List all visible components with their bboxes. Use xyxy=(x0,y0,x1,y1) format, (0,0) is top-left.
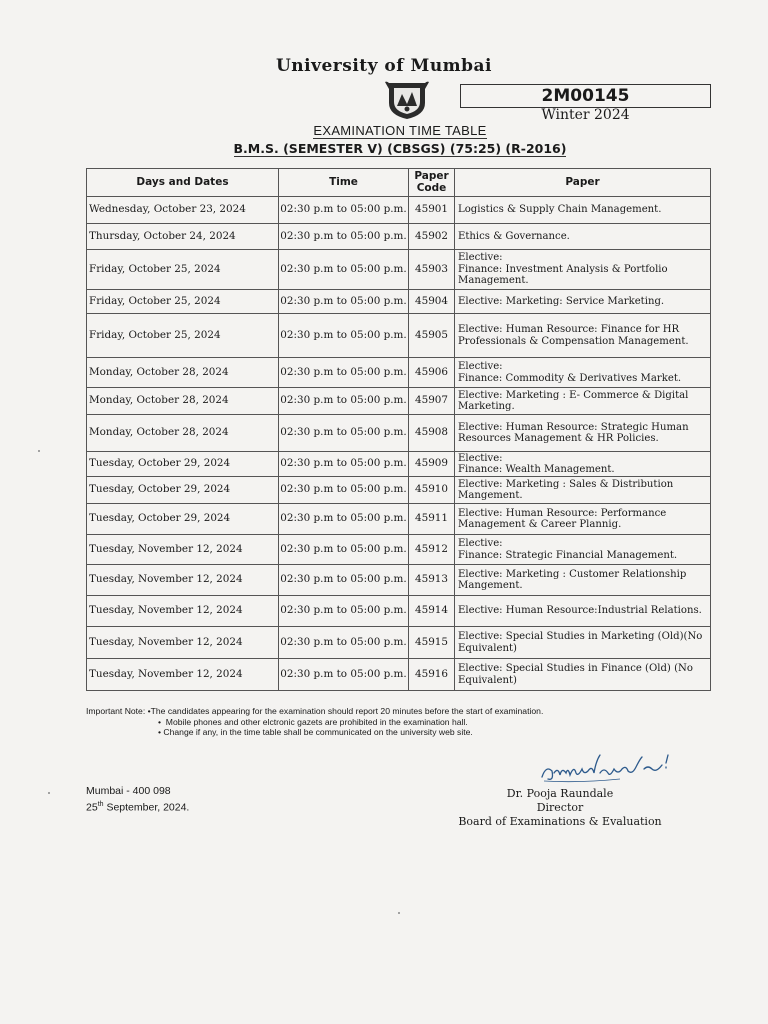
paper-name-cell: Elective: Human Resource:Industrial Relations. xyxy=(455,596,711,627)
date-cell: Friday, October 25, 2024 xyxy=(87,250,279,290)
important-notes xyxy=(86,706,686,738)
time-cell: 02:30 p.m to 05:00 p.m. xyxy=(279,565,409,596)
note-line-1: Important Note: •The candidates appearing for the examination should report 20 minutes before the start of examination. xyxy=(86,706,544,716)
time-cell: 02:30 p.m to 05:00 p.m. xyxy=(279,659,409,691)
table-header-row xyxy=(87,169,711,197)
date-cell: Tuesday, November 12, 2024 xyxy=(87,659,279,691)
time-cell: 02:30 p.m to 05:00 p.m. xyxy=(279,415,409,452)
time-cell: 02:30 p.m to 05:00 p.m. xyxy=(279,535,409,565)
table-row xyxy=(87,388,711,415)
note-item: Mobile phones and other elctronic gazets are prohibited in the examination hall. xyxy=(165,716,468,727)
paper-name-cell: Elective: Human Resource: Strategic Human Resources Management & HR Policies. xyxy=(455,415,711,452)
time-cell: 02:30 p.m to 05:00 p.m. xyxy=(279,250,409,290)
paper-code-cell: 45903 xyxy=(409,250,455,290)
table-row xyxy=(87,477,711,504)
time-cell: 02:30 p.m to 05:00 p.m. xyxy=(279,224,409,250)
paper-code-cell: 45913 xyxy=(409,565,455,596)
date-cell: Tuesday, November 12, 2024 xyxy=(87,596,279,627)
date-cell: Monday, October 28, 2024 xyxy=(87,358,279,388)
paper-name-cell: Elective: Special Studies in Marketing (Old)(No Equivalent) xyxy=(455,627,711,659)
time-cell: 02:30 p.m to 05:00 p.m. xyxy=(279,388,409,415)
paper-code-cell: 45912 xyxy=(409,535,455,565)
table-row xyxy=(87,535,711,565)
table-row xyxy=(87,504,711,535)
time-cell: 02:30 p.m to 05:00 p.m. xyxy=(279,627,409,659)
col-header-paper: Paper xyxy=(455,169,711,197)
time-cell: 02:30 p.m to 05:00 p.m. xyxy=(279,452,409,477)
date-cell: Tuesday, November 12, 2024 xyxy=(87,565,279,596)
date-cell: Friday, October 25, 2024 xyxy=(87,314,279,358)
paper-code-cell: 45901 xyxy=(409,197,455,224)
time-cell: 02:30 p.m to 05:00 p.m. xyxy=(279,290,409,314)
exam-code-box: 2M00145 xyxy=(460,84,711,108)
paper-name-cell: Elective: Finance: Commodity & Derivatives Market. xyxy=(455,358,711,388)
time-cell: 02:30 p.m to 05:00 p.m. xyxy=(279,358,409,388)
paper-name-cell: Elective: Finance: Strategic Financial Management. xyxy=(455,535,711,565)
scan-speck xyxy=(398,912,400,914)
issue-date-suffix: th xyxy=(97,801,104,808)
paper-code-cell: 45905 xyxy=(409,314,455,358)
paper-code-cell: 45902 xyxy=(409,224,455,250)
table-row xyxy=(87,452,711,477)
table-row xyxy=(87,197,711,224)
time-cell: 02:30 p.m to 05:00 p.m. xyxy=(279,504,409,535)
note-item: The candidates appearing for the examination should report 20 minutes before the start of examination. xyxy=(150,706,544,716)
paper-name-cell: Elective: Marketing : Sales & Distribution Mangement. xyxy=(455,477,711,504)
paper-code-cell: 45915 xyxy=(409,627,455,659)
date-cell: Tuesday, October 29, 2024 xyxy=(87,504,279,535)
date-cell: Wednesday, October 23, 2024 xyxy=(87,197,279,224)
paper-code-cell: 45916 xyxy=(409,659,455,691)
table-row xyxy=(87,415,711,452)
col-header-time: Time xyxy=(279,169,409,197)
scan-speck xyxy=(38,450,40,452)
date-cell: Tuesday, October 29, 2024 xyxy=(87,452,279,477)
time-cell: 02:30 p.m to 05:00 p.m. xyxy=(279,596,409,627)
table-row xyxy=(87,659,711,691)
paper-name-cell: Elective: Marketing : Customer Relationship Mangement. xyxy=(455,565,711,596)
issue-date-rest: September, 2024. xyxy=(103,801,190,814)
table-row xyxy=(87,565,711,596)
exam-session: Winter 2024 xyxy=(541,107,630,123)
exam-title-text: EXAMINATION TIME TABLE xyxy=(313,123,487,138)
date-cell: Friday, October 25, 2024 xyxy=(87,290,279,314)
scan-speck xyxy=(48,792,50,794)
paper-code-cell: 45911 xyxy=(409,504,455,535)
time-table xyxy=(86,168,711,691)
table-row xyxy=(87,358,711,388)
date-cell: Thursday, October 24, 2024 xyxy=(87,224,279,250)
signatory-block xyxy=(455,787,665,829)
table-row xyxy=(87,596,711,627)
paper-code-cell: 45910 xyxy=(409,477,455,504)
paper-name-cell: Elective: Finance: Wealth Management. xyxy=(455,452,711,477)
date-cell: Monday, October 28, 2024 xyxy=(87,388,279,415)
table-row xyxy=(87,627,711,659)
signatory-designation: Director xyxy=(536,801,584,814)
note-item: Change if any, in the time table shall be communicated on the university web site. xyxy=(163,727,473,737)
paper-code-cell: 45909 xyxy=(409,452,455,477)
university-name: University of Mumbai xyxy=(275,56,493,76)
signatory-name: Dr. Pooja Raundale xyxy=(506,787,614,800)
paper-code-cell: 45914 xyxy=(409,596,455,627)
time-cell: 02:30 p.m to 05:00 p.m. xyxy=(279,314,409,358)
paper-name-cell: Logistics & Supply Chain Management. xyxy=(455,197,711,224)
exam-title xyxy=(300,123,500,138)
issue-date-day: 25 xyxy=(86,801,98,814)
issue-place: Mumbai - 400 098 xyxy=(86,785,171,797)
signatory-department: Board of Examinations & Evaluation xyxy=(458,815,662,828)
time-cell: 02:30 p.m to 05:00 p.m. xyxy=(279,477,409,504)
table-row xyxy=(87,224,711,250)
time-table-body xyxy=(87,197,711,691)
course-title xyxy=(200,141,600,156)
table-row xyxy=(87,290,711,314)
issue-date xyxy=(86,798,189,815)
paper-name-cell: Elective: Marketing: Service Marketing. xyxy=(455,290,711,314)
table-row xyxy=(87,314,711,358)
col-header-code: Paper Code xyxy=(409,169,455,197)
paper-name-cell: Ethics & Governance. xyxy=(455,224,711,250)
note-line-2: • Mobile phones and other elctronic gazets are prohibited in the examination hall. xyxy=(158,716,468,727)
paper-name-cell: Elective: Marketing : E- Commerce & Digital Marketing. xyxy=(455,388,711,415)
paper-name-cell: Elective: Human Resource: Finance for HR Professionals & Compensation Management. xyxy=(455,314,711,358)
date-cell: Tuesday, November 12, 2024 xyxy=(87,535,279,565)
paper-name-cell: Elective: Finance: Investment Analysis & Portfolio Management. xyxy=(455,250,711,290)
signature-image xyxy=(540,751,690,785)
date-cell: Tuesday, November 12, 2024 xyxy=(87,627,279,659)
time-cell: 02:30 p.m to 05:00 p.m. xyxy=(279,197,409,224)
notes-lead: Important Note: xyxy=(86,706,146,716)
paper-code-cell: 45907 xyxy=(409,388,455,415)
date-cell: Tuesday, October 29, 2024 xyxy=(87,477,279,504)
paper-name-cell: Elective: Human Resource: Performance Management & Career Plannig. xyxy=(455,504,711,535)
issue-place-date xyxy=(86,784,189,815)
table-row xyxy=(87,250,711,290)
university-seal-icon xyxy=(385,79,429,121)
paper-name-cell: Elective: Special Studies in Finance (Old) (No Equivalent) xyxy=(455,659,711,691)
col-header-date: Days and Dates xyxy=(87,169,279,197)
paper-code-cell: 45904 xyxy=(409,290,455,314)
course-title-text: B.M.S. (SEMESTER V) (CBSGS) (75:25) (R-2016) xyxy=(233,141,567,156)
note-line-3: • Change if any, in the time table shall be communicated on the university web site. xyxy=(158,727,473,737)
paper-code-cell: 45908 xyxy=(409,415,455,452)
paper-code-cell: 45906 xyxy=(409,358,455,388)
date-cell: Monday, October 28, 2024 xyxy=(87,415,279,452)
